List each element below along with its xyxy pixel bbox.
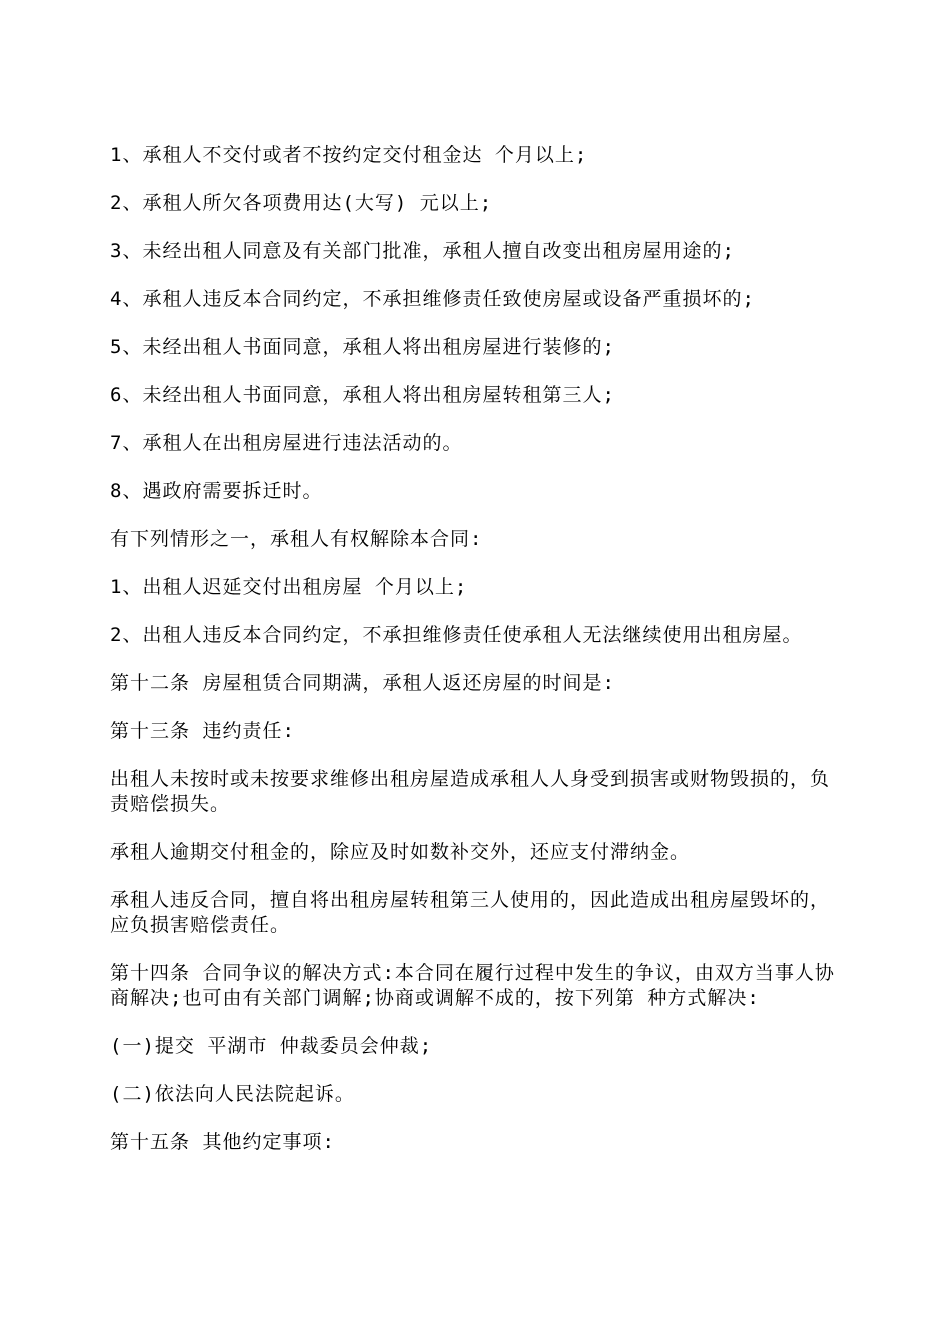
paragraph-4: 4、承租人违反本合同约定，不承担维修责任致使房屋或设备严重损坏的;: [110, 288, 755, 310]
paragraph-9: 有下列情形之一，承租人有权解除本合同:: [110, 528, 483, 550]
paragraph-3: 3、未经出租人同意及有关部门批准，承租人擅自改变出租房屋用途的;: [110, 240, 735, 262]
paragraph-14: 出租人未按时或未按要求维修出租房屋造成承租人人身受到损害或财物毁损的，负责赔偿损失。: [110, 768, 831, 815]
paragraph-13: 第十三条 违约责任:: [110, 720, 295, 742]
paragraph-17: 第十四条 合同争议的解决方式:本合同在履行过程中发生的争议，由双方当事人协商解决;也可由有关部门调解;协商或调解不成的，按下列第 种方式解决:: [110, 962, 835, 1009]
paragraph-5: 5、未经出租人书面同意，承租人将出租房屋进行装修的;: [110, 336, 615, 358]
paragraph-10: 1、出租人迟延交付出租房屋 个月以上;: [110, 576, 468, 598]
paragraph-19: (二)依法向人民法院起诉。: [110, 1083, 355, 1105]
paragraph-20: 第十五条 其他约定事项:: [110, 1131, 335, 1153]
paragraph-2: 2、承租人所欠各项费用达(大写) 元以上;: [110, 192, 493, 214]
paragraph-15: 承租人逾期交付租金的，除应及时如数补交外，还应支付滞纳金。: [110, 841, 691, 863]
paragraph-8: 8、遇政府需要拆迁时。: [110, 480, 323, 502]
paragraph-11: 2、出租人违反本合同约定，不承担维修责任使承租人无法继续使用出租房屋。: [110, 624, 803, 646]
paragraph-12: 第十二条 房屋租赁合同期满，承租人返还房屋的时间是:: [110, 672, 615, 694]
paragraph-1: 1、承租人不交付或者不按约定交付租金达 个月以上;: [110, 144, 588, 166]
paragraph-6: 6、未经出租人书面同意，承租人将出租房屋转租第三人;: [110, 384, 615, 406]
paragraph-7: 7、承租人在出租房屋进行违法活动的。: [110, 432, 463, 454]
paragraph-18: (一)提交 平湖市 仲裁委员会仲裁;: [110, 1035, 433, 1057]
document-body: [110, 143, 845, 1178]
paragraph-16: 承租人违反合同，擅自将出租房屋转租第三人使用的，因此造成出租房屋毁坏的，应负损害赔偿责任。: [110, 889, 831, 936]
